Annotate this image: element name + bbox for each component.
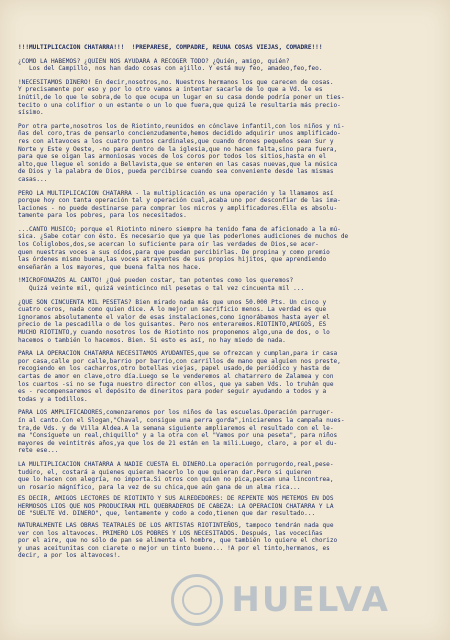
intro-paragraph: ¿COMO LA HABEMOS? ¿QUIEN NOS AYUDARA A RECOGER TODO? ¿Quién, amigo, quién? Los del Campillo, nos han dado cosas con ajillo. Y está muy feo, amadeo,feo,feo.: [18, 57, 323, 73]
micros-paragraph: !MICROFONAZOS AL CANTO! ¿Qué pueden costar, tan potentes como los queremos? Quizá veinte mil, quizá veinticinco mil pesetas o tal vez cincuenta mil ...: [18, 277, 305, 293]
seal-icon: [171, 574, 223, 626]
lectores-paragraph: ES DECIR, AMIGOS LECTORES DE RIOTINTO Y SUS ALREDEDORES: DE REPENTE NOS METEMOS EN DOS HERMOSOS LIOS QUE NOS PRODUCIRAN MIL QUEBRADEROS DE CABEZA: LA OPERACION CHATARRA Y LA DE "SUELTE Vd. DINERO", que, lentamente y codo a codo,tienen que dar resultado...: [18, 495, 334, 518]
watermark-text: HUELVA: [231, 580, 390, 620]
operacion-paragraph: PERO LA MULTIPLICACION CHATARRA - la multiplicación es una operación y la llamamos así porque hoy con tanta operación tal y operación cual,acaba uno por desconfiar de las ima- laciones - no puede destinarse para comprar los micros y amplificadores.Ella es absolu- tamente para los pobres, para los necesitados.: [18, 189, 341, 220]
archive-watermark: [171, 574, 390, 626]
seal-inner-ring: [182, 585, 212, 615]
amplificadores-paragraph: PARA LOS AMPLIFICADORES,comenzaremos por los niños de las escuelas.Operación parruger- ín al canto.Con el Slogan,"Chaval, consigue una perra gorda",iniciaremos la campaña nues- tra,de Vds. y de Villa Aldea.A la semana siguiente ampliaremos el resultado con el le- ma "Consíguete un real,chiquillo" y a la otra con el "Vamos por una peseta", para niños mayores de veintitrés años,ya que los de 21 están en la mili.Luego, claro, a por el du- rete ese...: [18, 409, 345, 455]
naturalmente-paragraph: NATURALMENTE LAS OBRAS TEATRALES DE LOS ARTISTAS RIOTINTEÑOS, tampoco tendrán nada que ver con los altavoces. PRIMERO LOS POBRES Y LOS NECESITADOS. Después, las voceciñas por el aire, que no sólo de pan se alimenta el hombre, que también lo quiere el chorizo y unas aceitunitas con ciarete o mejor un tinto bueno... !A por el tinto,hermanos, es decir, a por los altavoces!.: [18, 522, 338, 560]
ayudantes-paragraph: PARA LA OPERACION CHATARRA NECESITAMOS AYUDANTES,que se ofrezcan y cumplan,para ir casa por casa,calle por calle,barrio por barrio,con carrillos de mano que alguien nos preste, recogiendo en los cacharros,otro botellas viejas, papel usado,de periódico y hasta de cartas de amor en clave,otro día.Luego se le venderemos al chatarrero de Zalamea y con los cuartos -si no se fuga nuestro director con ellos, que ya saben Vds. lo truhán que es - recompensaremos el depósito de dineritos para poder seguir ayudando a todos y a todas y a todillos.: [18, 350, 341, 403]
cincuenta-paragraph: ¿QUE SON CINCUENTA MIL PESETAS? Bien mirado nada más que unos 50.000 Pts. Un cinco y cuatro ceros, nada como quien dice. A lo mejor un sacrificio menos. La verdad es que ignoramos absolutamente el valor de esas instalaciones,como ignorábamos hasta ayer el precio de la pescadilla o de los guisantes. Pero nos enteraremos.RIOTINTO,AMIGOS, ES MUCHO RIOTINTO,y cuando nosotros los de Riotinto nos proponemos algo,una de dos, o lo hacemos o también lo hacemos. Bien. Si esto es así, no hay miedo de nada.: [18, 298, 330, 344]
canto-paragraph: ...CANTO MUSICO; porque el Riotinto minero siempre ha tenido fama de aficionado a la mú- sica. ¿Sabe cotar con ésto. Es necesario que ya que las poderlones audiciones de muchos de los Coliglobos,dos,se acercan lo suficiente para oír las verdades de Dios,se acer- quen nuestras voces a sus oídos,para que puedan percibirlas. De propina y como premio las órdenes mismo buena,las voces atrayentes de sus propios hijitos, que aprendiendo enseñarán a los mayores, que buena falta nos hace.: [18, 225, 349, 271]
riotinto-paragraph: Por otra parte,nosotros los de Riotinto,reunidos en cónclave infantil,con los niños y ni- ñas del coro,tras de pensarlo concienzudamente,hemos decidido adquirir unos amplificado- res con altavoces a los cuatro puntos cardinales,que cuando drones pequeños sean Sur y Norte y Este y Oeste, -no para dentro de la iglesia,que no hacen falta,sino para fuera, para que se oigan las armoniosas voces de los coros por todos los sitios,hasta en el alto,que llegue el sonido a Bellavista,que se enteren en las casas nuevas,que la música de Dios y la palabra de Dios, pueda percibirse cuando sea conveniente desde las mismas casas...: [18, 122, 345, 183]
nadie-paragraph: LA MULTIPLICACION CHATARRA A NADIE CUESTA EL DINERO.La operación porrugordo,real,pese- tudúro, el, costará a quienes quieran hacerlo lo que quieran dar.Pero si quieren que lo hacen con alegría, no importa.Si otros con quien no pica,pescan una lincontrea, un rosario mágnífico, para la vez de su chica,que aún gana de un alma rica...: [18, 460, 334, 491]
dinero-paragraph: !NECESITAMOS DINERO! En decir,nosotros,no. Nuestros hermanos los que carecen de cosas. Y precisamente por eso y por lo otro vamos a intentar sacarle de lo que a Vd. le es inútil,de lo que le sobra,de lo que ocupa un lugar en su casa donde podría poner un ties- tecito o una colifior o un estante o un lo que fuera,que quizá le resultaría más precio- sísimo.: [18, 78, 345, 117]
document-title: !!!MULTIPLICACION CHATARRA!!! !PREPARESE, COMPADRE, REUNA COSAS VIEJAS, COMADRE!!!: [18, 44, 323, 51]
